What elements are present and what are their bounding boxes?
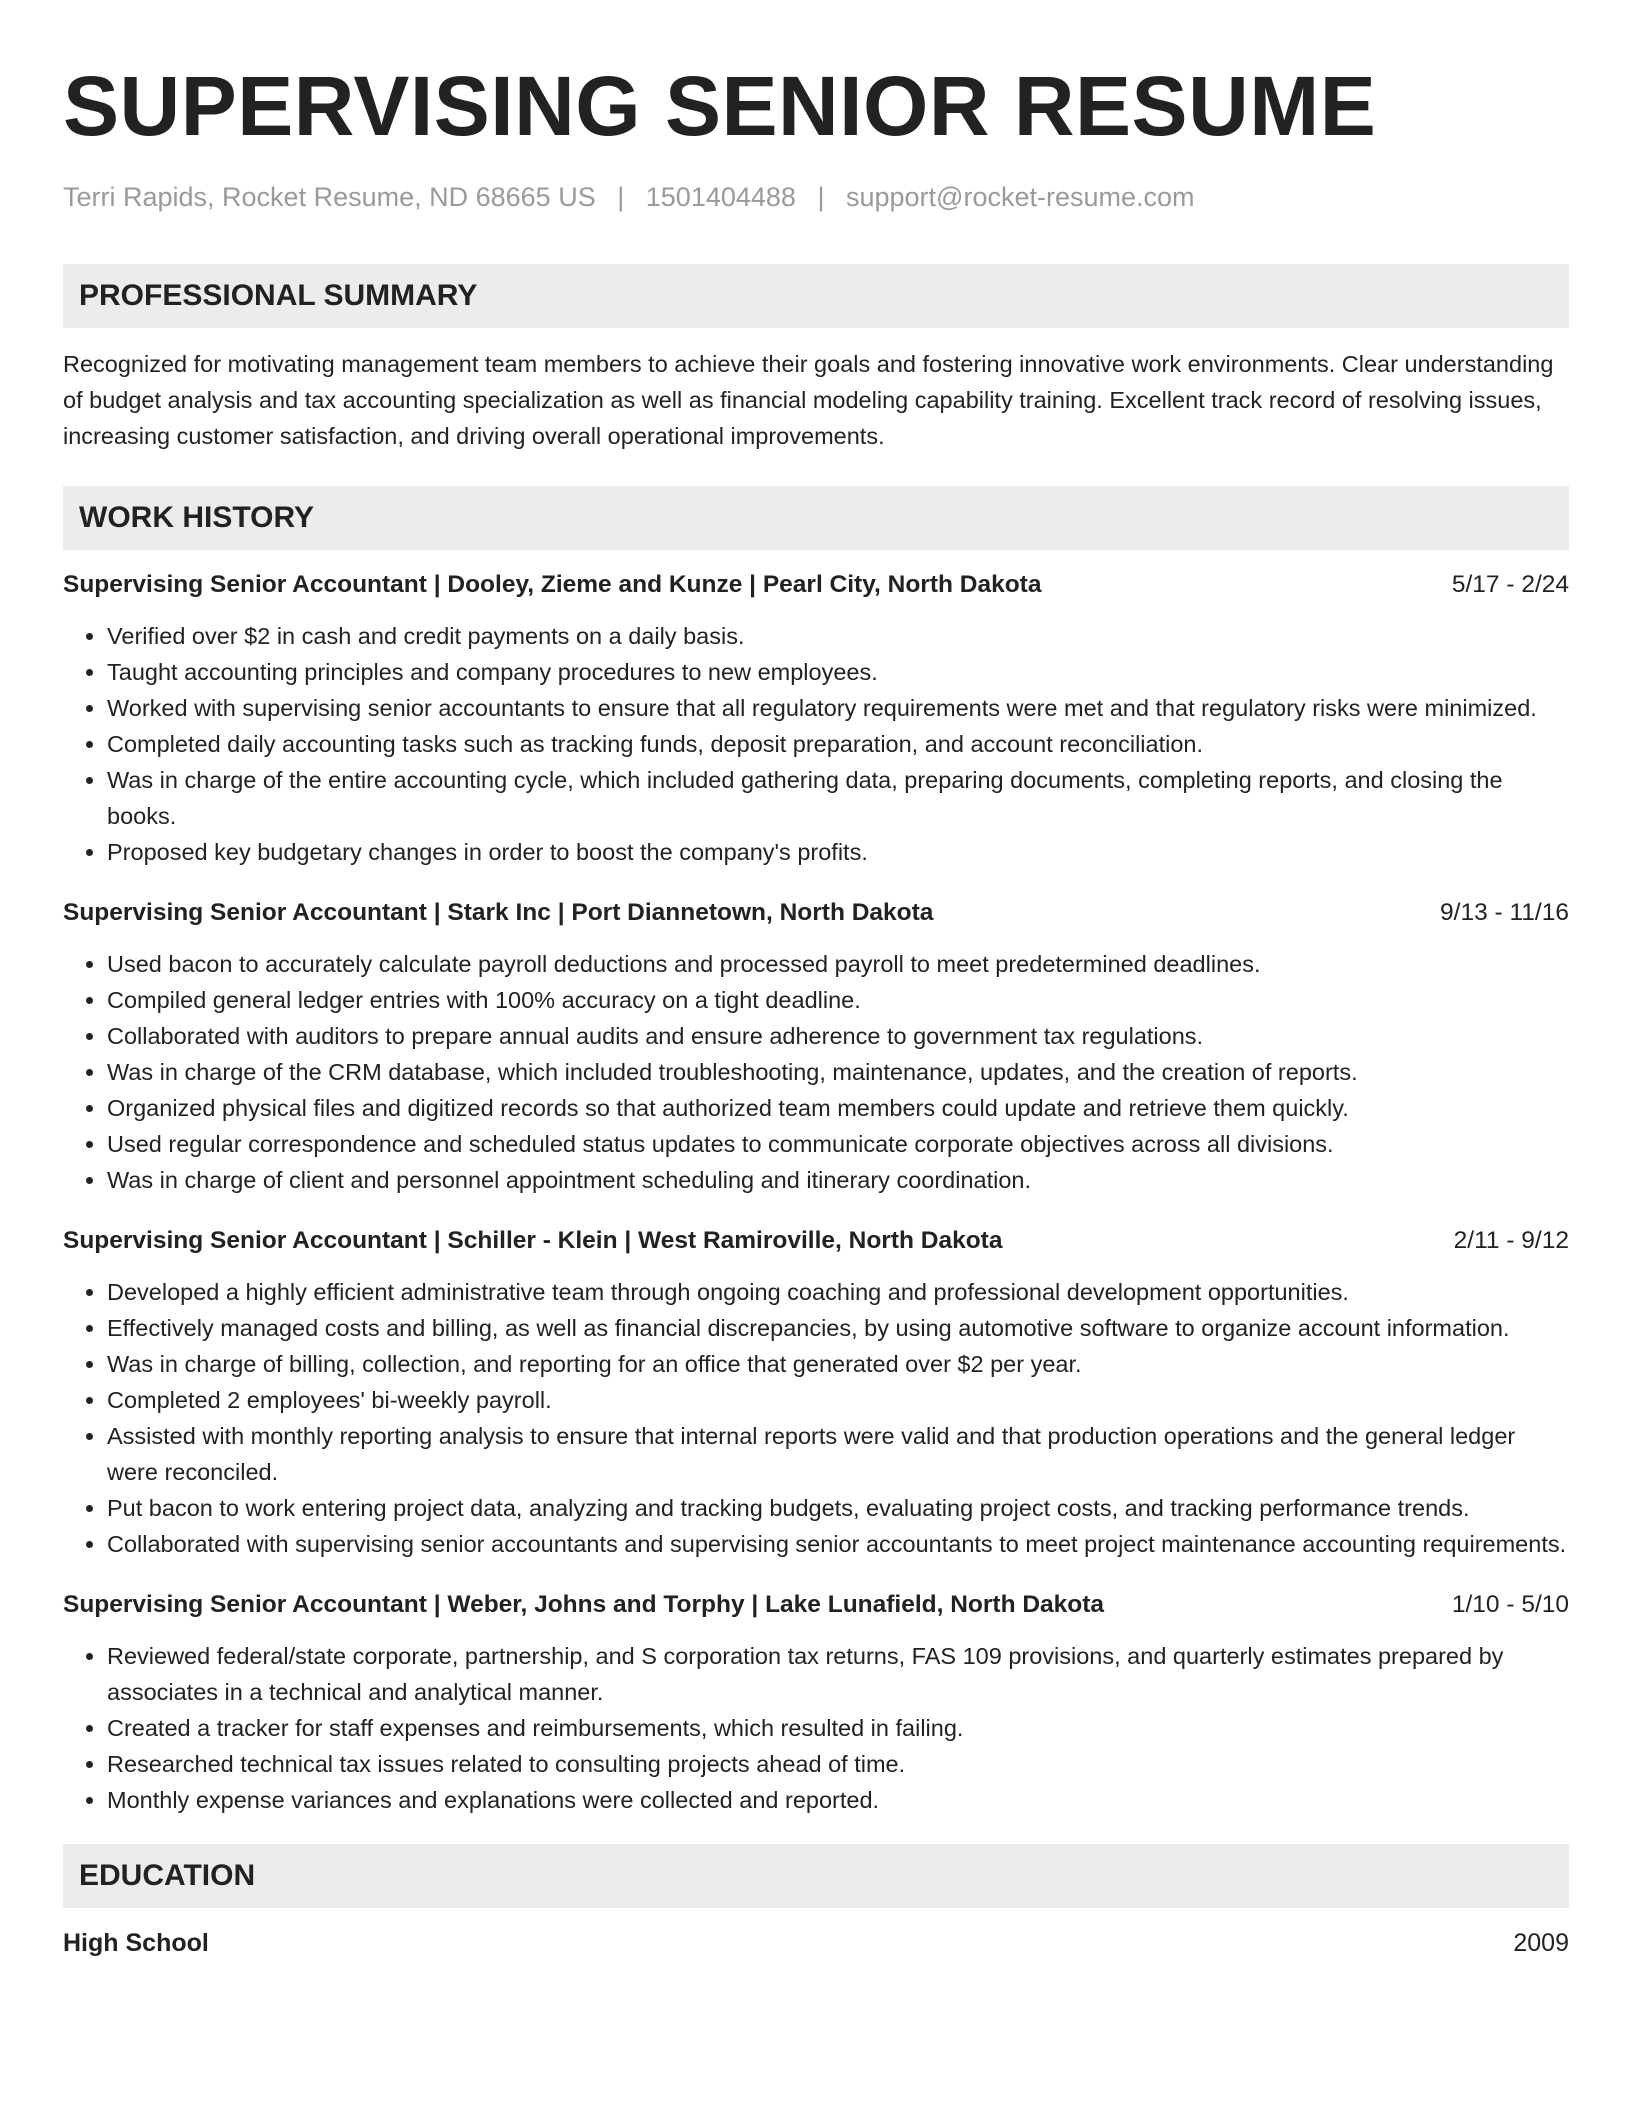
list-item: • Proposed key budgetary changes in order to boost the company's profits. (107, 834, 1569, 870)
list-item: • Was in charge of the CRM database, which included troubleshooting, maintenance, updates, and the creation of reports. (107, 1054, 1569, 1090)
job-entry (63, 896, 1569, 1198)
education-section (63, 1844, 1569, 1960)
contact-address: Terri Rapids, Rocket Resume, ND 68665 US (63, 182, 596, 212)
section-heading: WORK HISTORY (63, 486, 1569, 550)
contact-separator: | (817, 182, 825, 212)
contact-phone: 1501404488 (645, 182, 796, 212)
contact-separator: | (617, 182, 625, 212)
job-bullets (63, 1274, 1569, 1562)
list-item: • Reviewed federal/state corporate, partnership, and S corporation tax returns, FAS 109 provisions, and quarterly estimates prepared by associates in a technical and analytical manner. (107, 1638, 1569, 1710)
education-entry (63, 1926, 1569, 1960)
list-item: • Verified over $2 in cash and credit payments on a daily basis. (107, 618, 1569, 654)
job-header (63, 1224, 1569, 1258)
job-title: Supervising Senior Accountant | Schiller - Klein | West Ramiroville, North Dakota (63, 1227, 1003, 1254)
job-title: Supervising Senior Accountant | Stark Inc | Port Diannetown, North Dakota (63, 899, 934, 926)
education-year: 2009 (1513, 1929, 1569, 1957)
list-item: • Used regular correspondence and scheduled status updates to communicate corporate objectives across all divisions. (107, 1126, 1569, 1162)
list-item: • Collaborated with auditors to prepare annual audits and ensure adherence to government tax regulations. (107, 1018, 1569, 1054)
list-item: • Effectively managed costs and billing, as well as financial discrepancies, by using automotive software to organize account information. (107, 1310, 1569, 1346)
resume-title: SUPERVISING SENIOR RESUME (63, 59, 1377, 153)
list-item: • Developed a highly efficient administrative team through ongoing coaching and professional development opportunities. (107, 1274, 1569, 1310)
job-title: Supervising Senior Accountant | Dooley, Zieme and Kunze | Pearl City, North Dakota (63, 571, 1042, 598)
job-title: Supervising Senior Accountant | Weber, Johns and Torphy | Lake Lunafield, North Dakota (63, 1591, 1105, 1618)
job-bullets (63, 1638, 1569, 1818)
list-item: • Taught accounting principles and company procedures to new employees. (107, 654, 1569, 690)
job-entry (63, 1224, 1569, 1562)
section-heading: PROFESSIONAL SUMMARY (63, 264, 1569, 328)
list-item: • Researched technical tax issues related to consulting projects ahead of time. (107, 1746, 1569, 1782)
list-item: • Put bacon to work entering project data, analyzing and tracking budgets, evaluating project costs, and tracking performance trends. (107, 1490, 1569, 1526)
list-item: • Collaborated with supervising senior accountants and supervising senior accountants to meet project maintenance accounting requirements. (107, 1526, 1569, 1562)
job-bullets (63, 618, 1569, 870)
summary-text: Recognized for motivating management team members to achieve their goals and fostering innovative work environments. Clear understanding of budget analysis and tax accounting specialization as well as financial modeling capability training. Excellent track record of resolving issues, increasing customer satisfaction, and driving overall operational improvements. (63, 351, 1554, 449)
list-item: • Organized physical files and digitized records so that authorized team members could update and retrieve them quickly. (107, 1090, 1569, 1126)
list-item: • Assisted with monthly reporting analysis to ensure that internal reports were valid and that production operations and the general ledger were reconciled. (107, 1418, 1569, 1490)
list-item: • Created a tracker for staff expenses and reimbursements, which resulted in failing. (107, 1710, 1569, 1746)
contact-email: support@rocket-resume.com (845, 182, 1195, 212)
job-dates: 9/13 - 11/16 (1440, 899, 1569, 926)
job-dates: 2/11 - 9/12 (1453, 1227, 1569, 1254)
list-item: • Was in charge of the entire accounting cycle, which included gathering data, preparing documents, completing reports, and closing the books. (107, 762, 1569, 834)
job-entry (63, 568, 1569, 870)
job-header (63, 896, 1569, 930)
job-dates: 1/10 - 5/10 (1451, 1591, 1569, 1618)
list-item: • Monthly expense variances and explanations were collected and reported. (107, 1782, 1569, 1818)
list-item: • Used bacon to accurately calculate payroll deductions and processed payroll to meet predetermined deadlines. (107, 946, 1569, 982)
job-entry (63, 1588, 1569, 1818)
list-item: • Was in charge of client and personnel appointment scheduling and itinerary coordination. (107, 1162, 1569, 1198)
list-item: • Completed daily accounting tasks such as tracking funds, deposit preparation, and account reconciliation. (107, 726, 1569, 762)
job-header (63, 568, 1569, 602)
professional-summary-section (63, 264, 1569, 454)
list-item: • Compiled general ledger entries with 100% accuracy on a tight deadline. (107, 982, 1569, 1018)
list-item: • Was in charge of billing, collection, and reporting for an office that generated over $2 per year. (107, 1346, 1569, 1382)
list-item: • Worked with supervising senior accountants to ensure that all regulatory requirements were met and that regulatory risks were minimized. (107, 690, 1569, 726)
job-bullets (63, 946, 1569, 1198)
job-header (63, 1588, 1569, 1622)
education-school: High School (63, 1929, 209, 1957)
list-item: • Completed 2 employees' bi-weekly payroll. (107, 1382, 1569, 1418)
work-history-section (63, 486, 1569, 1818)
contact-line (63, 180, 1569, 214)
job-dates: 5/17 - 2/24 (1451, 571, 1569, 598)
section-heading: EDUCATION (63, 1844, 1569, 1908)
